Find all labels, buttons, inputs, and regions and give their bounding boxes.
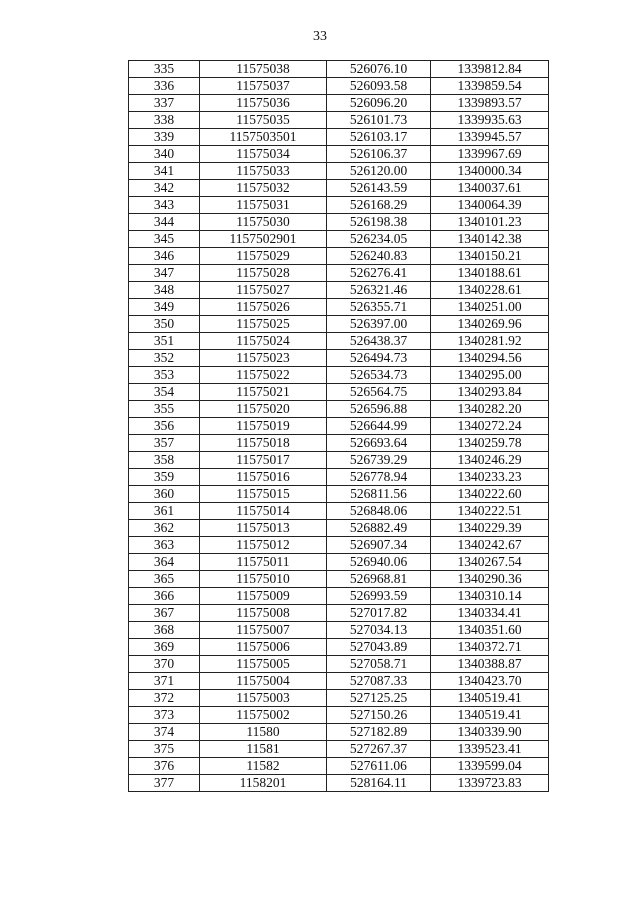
table-row: [129, 486, 549, 503]
table-row: [129, 775, 549, 792]
x-coordinate-cell: 526321.46: [327, 282, 431, 299]
point-id-cell: 1157502901: [200, 231, 327, 248]
table-row: [129, 95, 549, 112]
point-id-cell: 11575009: [200, 588, 327, 605]
y-coordinate-cell: 1340222.60: [431, 486, 549, 503]
x-coordinate-cell: 526101.73: [327, 112, 431, 129]
y-coordinate-cell: 1340290.36: [431, 571, 549, 588]
point-id-cell: 11575030: [200, 214, 327, 231]
row-index-cell: 344: [129, 214, 200, 231]
y-coordinate-cell: 1340233.23: [431, 469, 549, 486]
row-index-cell: 349: [129, 299, 200, 316]
x-coordinate-cell: 526103.17: [327, 129, 431, 146]
point-id-cell: 11575005: [200, 656, 327, 673]
table-row: [129, 401, 549, 418]
x-coordinate-cell: 526096.20: [327, 95, 431, 112]
table-row: [129, 146, 549, 163]
y-coordinate-cell: 1340246.29: [431, 452, 549, 469]
y-coordinate-cell: 1340064.39: [431, 197, 549, 214]
row-index-cell: 357: [129, 435, 200, 452]
row-index-cell: 361: [129, 503, 200, 520]
y-coordinate-cell: 1340267.54: [431, 554, 549, 571]
point-id-cell: 11575034: [200, 146, 327, 163]
coordinates-table-container: [128, 60, 548, 792]
y-coordinate-cell: 1339812.84: [431, 61, 549, 78]
table-row: [129, 690, 549, 707]
y-coordinate-cell: 1340388.87: [431, 656, 549, 673]
point-id-cell: 11575031: [200, 197, 327, 214]
x-coordinate-cell: 526397.00: [327, 316, 431, 333]
table-row: [129, 163, 549, 180]
row-index-cell: 342: [129, 180, 200, 197]
row-index-cell: 343: [129, 197, 200, 214]
x-coordinate-cell: 526234.05: [327, 231, 431, 248]
point-id-cell: 11575008: [200, 605, 327, 622]
row-index-cell: 373: [129, 707, 200, 724]
point-id-cell: 11575019: [200, 418, 327, 435]
row-index-cell: 338: [129, 112, 200, 129]
x-coordinate-cell: 526993.59: [327, 588, 431, 605]
x-coordinate-cell: 526596.88: [327, 401, 431, 418]
table-row: [129, 197, 549, 214]
table-row: [129, 469, 549, 486]
coordinates-table: [128, 60, 549, 792]
point-id-cell: 11575015: [200, 486, 327, 503]
row-index-cell: 352: [129, 350, 200, 367]
x-coordinate-cell: 526106.37: [327, 146, 431, 163]
table-row: [129, 112, 549, 129]
x-coordinate-cell: 526120.00: [327, 163, 431, 180]
row-index-cell: 355: [129, 401, 200, 418]
y-coordinate-cell: 1340222.51: [431, 503, 549, 520]
table-row: [129, 537, 549, 554]
table-row: [129, 180, 549, 197]
table-row: [129, 78, 549, 95]
row-index-cell: 356: [129, 418, 200, 435]
y-coordinate-cell: 1340294.56: [431, 350, 549, 367]
y-coordinate-cell: 1339967.69: [431, 146, 549, 163]
y-coordinate-cell: 1340372.71: [431, 639, 549, 656]
row-index-cell: 365: [129, 571, 200, 588]
row-index-cell: 368: [129, 622, 200, 639]
table-row: [129, 758, 549, 775]
y-coordinate-cell: 1340000.34: [431, 163, 549, 180]
point-id-cell: 11575011: [200, 554, 327, 571]
y-coordinate-cell: 1340334.41: [431, 605, 549, 622]
x-coordinate-cell: 526168.29: [327, 197, 431, 214]
y-coordinate-cell: 1339945.57: [431, 129, 549, 146]
x-coordinate-cell: 526534.73: [327, 367, 431, 384]
y-coordinate-cell: 1340229.39: [431, 520, 549, 537]
point-id-cell: 1158201: [200, 775, 327, 792]
x-coordinate-cell: 526739.29: [327, 452, 431, 469]
row-index-cell: 341: [129, 163, 200, 180]
point-id-cell: 11575032: [200, 180, 327, 197]
y-coordinate-cell: 1340142.38: [431, 231, 549, 248]
x-coordinate-cell: 527611.06: [327, 758, 431, 775]
table-row: [129, 571, 549, 588]
point-id-cell: 11575029: [200, 248, 327, 265]
table-row: [129, 418, 549, 435]
point-id-cell: 11575018: [200, 435, 327, 452]
x-coordinate-cell: 526276.41: [327, 265, 431, 282]
table-row: [129, 384, 549, 401]
row-index-cell: 362: [129, 520, 200, 537]
row-index-cell: 354: [129, 384, 200, 401]
y-coordinate-cell: 1340310.14: [431, 588, 549, 605]
point-id-cell: 11575038: [200, 61, 327, 78]
point-id-cell: 11575037: [200, 78, 327, 95]
y-coordinate-cell: 1339935.63: [431, 112, 549, 129]
coordinates-table-body: [129, 61, 549, 792]
row-index-cell: 372: [129, 690, 200, 707]
row-index-cell: 350: [129, 316, 200, 333]
y-coordinate-cell: 1340281.92: [431, 333, 549, 350]
point-id-cell: 11580: [200, 724, 327, 741]
row-index-cell: 351: [129, 333, 200, 350]
y-coordinate-cell: 1340339.90: [431, 724, 549, 741]
row-index-cell: 339: [129, 129, 200, 146]
table-row: [129, 299, 549, 316]
point-id-cell: 11575002: [200, 707, 327, 724]
y-coordinate-cell: 1340272.24: [431, 418, 549, 435]
y-coordinate-cell: 1340351.60: [431, 622, 549, 639]
x-coordinate-cell: 526882.49: [327, 520, 431, 537]
point-id-cell: 11575022: [200, 367, 327, 384]
row-index-cell: 360: [129, 486, 200, 503]
y-coordinate-cell: 1340519.41: [431, 690, 549, 707]
y-coordinate-cell: 1339893.57: [431, 95, 549, 112]
point-id-cell: 11575033: [200, 163, 327, 180]
x-coordinate-cell: 527182.89: [327, 724, 431, 741]
point-id-cell: 11575004: [200, 673, 327, 690]
x-coordinate-cell: 527017.82: [327, 605, 431, 622]
y-coordinate-cell: 1340269.96: [431, 316, 549, 333]
table-row: [129, 367, 549, 384]
y-coordinate-cell: 1339859.54: [431, 78, 549, 95]
table-row: [129, 741, 549, 758]
row-index-cell: 375: [129, 741, 200, 758]
point-id-cell: 11575028: [200, 265, 327, 282]
table-row: [129, 639, 549, 656]
x-coordinate-cell: 526240.83: [327, 248, 431, 265]
point-id-cell: 11582: [200, 758, 327, 775]
y-coordinate-cell: 1340282.20: [431, 401, 549, 418]
x-coordinate-cell: 527267.37: [327, 741, 431, 758]
y-coordinate-cell: 1340519.41: [431, 707, 549, 724]
x-coordinate-cell: 526968.81: [327, 571, 431, 588]
table-row: [129, 622, 549, 639]
x-coordinate-cell: 526494.73: [327, 350, 431, 367]
row-index-cell: 367: [129, 605, 200, 622]
table-row: [129, 673, 549, 690]
table-row: [129, 248, 549, 265]
table-row: [129, 452, 549, 469]
row-index-cell: 370: [129, 656, 200, 673]
table-row: [129, 316, 549, 333]
point-id-cell: 11575010: [200, 571, 327, 588]
row-index-cell: 371: [129, 673, 200, 690]
table-row: [129, 333, 549, 350]
point-id-cell: 11581: [200, 741, 327, 758]
point-id-cell: 11575026: [200, 299, 327, 316]
y-coordinate-cell: 1340228.61: [431, 282, 549, 299]
row-index-cell: 369: [129, 639, 200, 656]
row-index-cell: 340: [129, 146, 200, 163]
point-id-cell: 11575021: [200, 384, 327, 401]
row-index-cell: 374: [129, 724, 200, 741]
x-coordinate-cell: 526778.94: [327, 469, 431, 486]
x-coordinate-cell: 526438.37: [327, 333, 431, 350]
table-row: [129, 350, 549, 367]
table-row: [129, 265, 549, 282]
x-coordinate-cell: 526907.34: [327, 537, 431, 554]
row-index-cell: 364: [129, 554, 200, 571]
table-row: [129, 503, 549, 520]
point-id-cell: 11575013: [200, 520, 327, 537]
x-coordinate-cell: 527087.33: [327, 673, 431, 690]
x-coordinate-cell: 526093.58: [327, 78, 431, 95]
table-row: [129, 282, 549, 299]
y-coordinate-cell: 1339523.41: [431, 741, 549, 758]
row-index-cell: 353: [129, 367, 200, 384]
table-row: [129, 520, 549, 537]
y-coordinate-cell: 1340188.61: [431, 265, 549, 282]
table-row: [129, 588, 549, 605]
point-id-cell: 11575016: [200, 469, 327, 486]
row-index-cell: 336: [129, 78, 200, 95]
point-id-cell: 11575035: [200, 112, 327, 129]
point-id-cell: 11575024: [200, 333, 327, 350]
row-index-cell: 337: [129, 95, 200, 112]
point-id-cell: 11575023: [200, 350, 327, 367]
table-row: [129, 605, 549, 622]
x-coordinate-cell: 526811.56: [327, 486, 431, 503]
page-number: 33: [313, 29, 327, 44]
x-coordinate-cell: 526564.75: [327, 384, 431, 401]
y-coordinate-cell: 1340293.84: [431, 384, 549, 401]
table-row: [129, 61, 549, 78]
x-coordinate-cell: 527058.71: [327, 656, 431, 673]
y-coordinate-cell: 1340251.00: [431, 299, 549, 316]
table-row: [129, 214, 549, 231]
x-coordinate-cell: 526076.10: [327, 61, 431, 78]
x-coordinate-cell: 526143.59: [327, 180, 431, 197]
x-coordinate-cell: 527043.89: [327, 639, 431, 656]
point-id-cell: 11575020: [200, 401, 327, 418]
table-row: [129, 656, 549, 673]
point-id-cell: 11575003: [200, 690, 327, 707]
row-index-cell: 348: [129, 282, 200, 299]
y-coordinate-cell: 1340259.78: [431, 435, 549, 452]
x-coordinate-cell: 528164.11: [327, 775, 431, 792]
y-coordinate-cell: 1340150.21: [431, 248, 549, 265]
row-index-cell: 347: [129, 265, 200, 282]
table-row: [129, 724, 549, 741]
row-index-cell: 359: [129, 469, 200, 486]
point-id-cell: 11575014: [200, 503, 327, 520]
x-coordinate-cell: 526644.99: [327, 418, 431, 435]
x-coordinate-cell: 526355.71: [327, 299, 431, 316]
point-id-cell: 11575027: [200, 282, 327, 299]
row-index-cell: 376: [129, 758, 200, 775]
point-id-cell: 11575017: [200, 452, 327, 469]
point-id-cell: 11575025: [200, 316, 327, 333]
row-index-cell: 363: [129, 537, 200, 554]
y-coordinate-cell: 1340101.23: [431, 214, 549, 231]
table-row: [129, 231, 549, 248]
x-coordinate-cell: 527150.26: [327, 707, 431, 724]
point-id-cell: 11575012: [200, 537, 327, 554]
row-index-cell: 346: [129, 248, 200, 265]
point-id-cell: 11575007: [200, 622, 327, 639]
row-index-cell: 345: [129, 231, 200, 248]
y-coordinate-cell: 1339599.04: [431, 758, 549, 775]
x-coordinate-cell: 526940.06: [327, 554, 431, 571]
y-coordinate-cell: 1339723.83: [431, 775, 549, 792]
y-coordinate-cell: 1340037.61: [431, 180, 549, 197]
y-coordinate-cell: 1340423.70: [431, 673, 549, 690]
table-row: [129, 129, 549, 146]
row-index-cell: 358: [129, 452, 200, 469]
x-coordinate-cell: 527125.25: [327, 690, 431, 707]
point-id-cell: 11575036: [200, 95, 327, 112]
x-coordinate-cell: 526848.06: [327, 503, 431, 520]
y-coordinate-cell: 1340295.00: [431, 367, 549, 384]
point-id-cell: 1157503501: [200, 129, 327, 146]
row-index-cell: 335: [129, 61, 200, 78]
x-coordinate-cell: 526693.64: [327, 435, 431, 452]
table-row: [129, 435, 549, 452]
y-coordinate-cell: 1340242.67: [431, 537, 549, 554]
x-coordinate-cell: 526198.38: [327, 214, 431, 231]
x-coordinate-cell: 527034.13: [327, 622, 431, 639]
table-row: [129, 707, 549, 724]
table-row: [129, 554, 549, 571]
row-index-cell: 366: [129, 588, 200, 605]
point-id-cell: 11575006: [200, 639, 327, 656]
row-index-cell: 377: [129, 775, 200, 792]
